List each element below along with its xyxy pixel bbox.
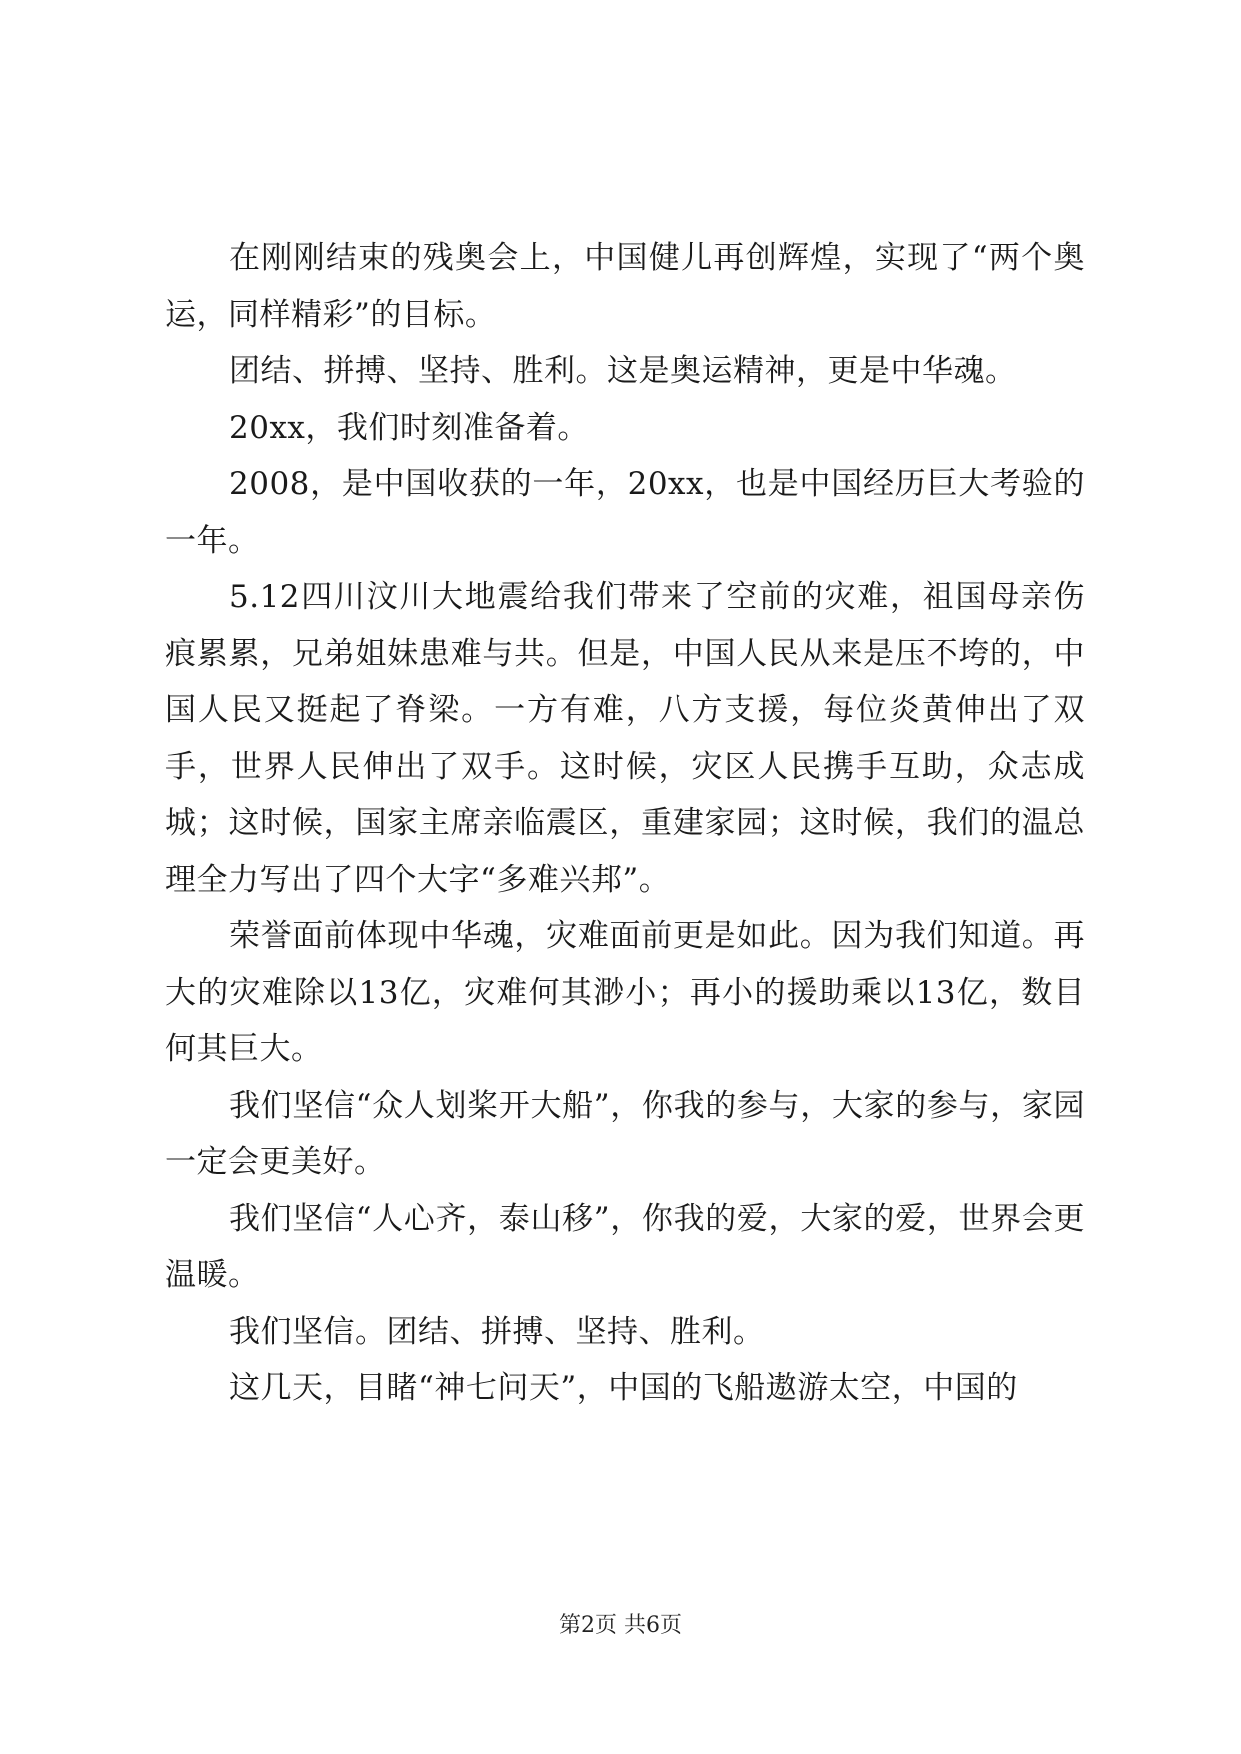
paragraph: 在刚刚结束的残奥会上，中国健儿再创辉煌，实现了“两个奥运，同样精彩”的目标。: [165, 240, 1085, 333]
page-number-footer: 第2页 共6页: [559, 1613, 682, 1638]
paragraph: 20xx，我们时刻准备着。: [229, 409, 589, 446]
paragraph: 团结、拼搏、坚持、胜利。这是奥运精神，更是中华魂。: [229, 353, 1017, 389]
paragraph: 我们坚信“众人划桨开大船”，你我的参与，大家的参与，家园一定会更美好。: [165, 1087, 1085, 1180]
paragraph: 荣誉面前体现中华魂，灾难面前更是如此。因为我们知道。再大的灾难除以13亿，灾难何其渺小；再小的援助乘以13亿，数目何其巨大。: [165, 918, 1085, 1067]
paragraph: 5.12四川汶川大地震给我们带来了空前的灾难，祖国母亲伤痕累累，兄弟姐妹患难与共。但是，中国人民从来是压不垮的，中国人民又挺起了脊梁。一方有难，八方支援，每位炎黄伸出了双手，世界人民伸出了双手。这时候，灾区人民携手互助，众志成城；这时候，国家主席亲临震区，重建家园；这时候，我们的温总理全力写出了四个大字“多难兴邦”。: [165, 579, 1085, 898]
paragraph: 2008，是中国收获的一年，20xx，也是中国经历巨大考验的一年。: [165, 466, 1085, 559]
paragraph: 我们坚信“人心齐，泰山移”，你我的爱，大家的爱，世界会更温暖。: [165, 1200, 1085, 1293]
document-body: [165, 230, 1085, 1417]
paragraph: 这几天，目睹“神七问天”，中国的飞船遨游太空，中国的: [229, 1370, 1018, 1406]
paragraph: 我们坚信。团结、拼搏、坚持、胜利。: [229, 1313, 765, 1350]
